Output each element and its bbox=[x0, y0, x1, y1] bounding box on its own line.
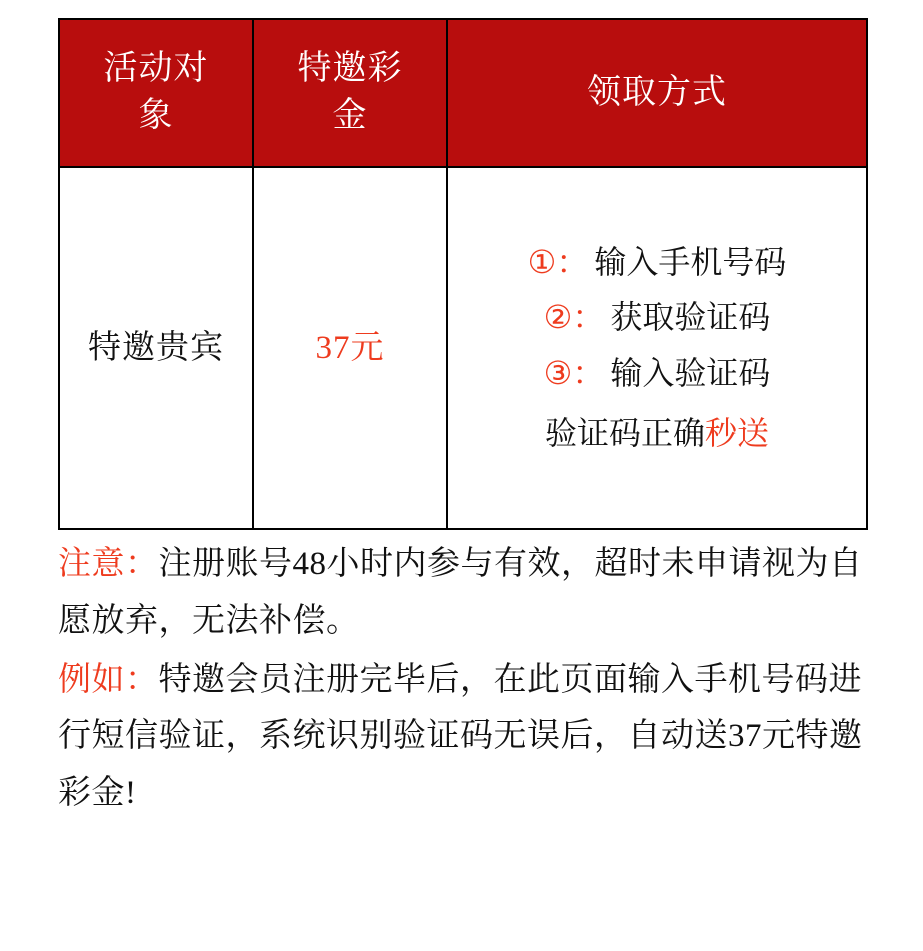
method-note-highlight: 秒送 bbox=[705, 414, 770, 451]
method-step-list bbox=[448, 242, 866, 454]
column-header-bonus bbox=[253, 19, 447, 167]
table-row bbox=[59, 167, 867, 529]
note-attention-label: 注意： bbox=[58, 546, 159, 582]
step-text-3: 输入验证码 bbox=[610, 355, 771, 391]
step-separator-1: ： bbox=[556, 243, 589, 280]
table-head bbox=[59, 19, 867, 167]
note-attention bbox=[58, 536, 864, 650]
cell-bonus-amount: 37元 bbox=[253, 167, 447, 529]
note-attention-body: 注册账号48小时内参与有效，超时未申请视为自愿放弃，无法补偿。 bbox=[58, 546, 863, 639]
note-example-body: 特邀会员注册完毕后，在此页面输入手机号码进行短信验证，系统识别验证码无误后，自动送37元特邀彩金! bbox=[58, 661, 863, 811]
cell-target: 特邀贵宾 bbox=[59, 167, 253, 529]
column-header-target-label: 活动对象 bbox=[103, 50, 209, 134]
column-header-method bbox=[447, 19, 867, 167]
step-separator-3: ： bbox=[572, 355, 605, 391]
step-separator-2: ： bbox=[572, 299, 605, 336]
step-number-2: ② bbox=[543, 299, 573, 336]
cell-method bbox=[447, 167, 867, 529]
method-step-2 bbox=[544, 297, 771, 339]
promotion-table bbox=[58, 18, 868, 530]
step-text-2: 获取验证码 bbox=[610, 299, 771, 336]
column-header-bonus-label: 特邀彩金 bbox=[297, 50, 403, 134]
table-header-row bbox=[59, 19, 867, 167]
notes-section bbox=[58, 536, 864, 822]
method-instant-note bbox=[545, 413, 769, 455]
step-number-3: ③ bbox=[543, 355, 573, 391]
column-header-target bbox=[59, 19, 253, 167]
step-text-1: 输入手机号码 bbox=[594, 243, 787, 280]
method-step-1 bbox=[528, 242, 787, 284]
note-example-label: 例如： bbox=[58, 661, 159, 698]
table-body bbox=[59, 167, 867, 529]
method-step-3 bbox=[544, 353, 771, 395]
step-number-1: ① bbox=[527, 243, 557, 280]
note-example bbox=[58, 652, 864, 822]
column-header-method-label: 领取方式 bbox=[587, 73, 727, 111]
method-note-plain: 验证码正确 bbox=[544, 414, 705, 451]
